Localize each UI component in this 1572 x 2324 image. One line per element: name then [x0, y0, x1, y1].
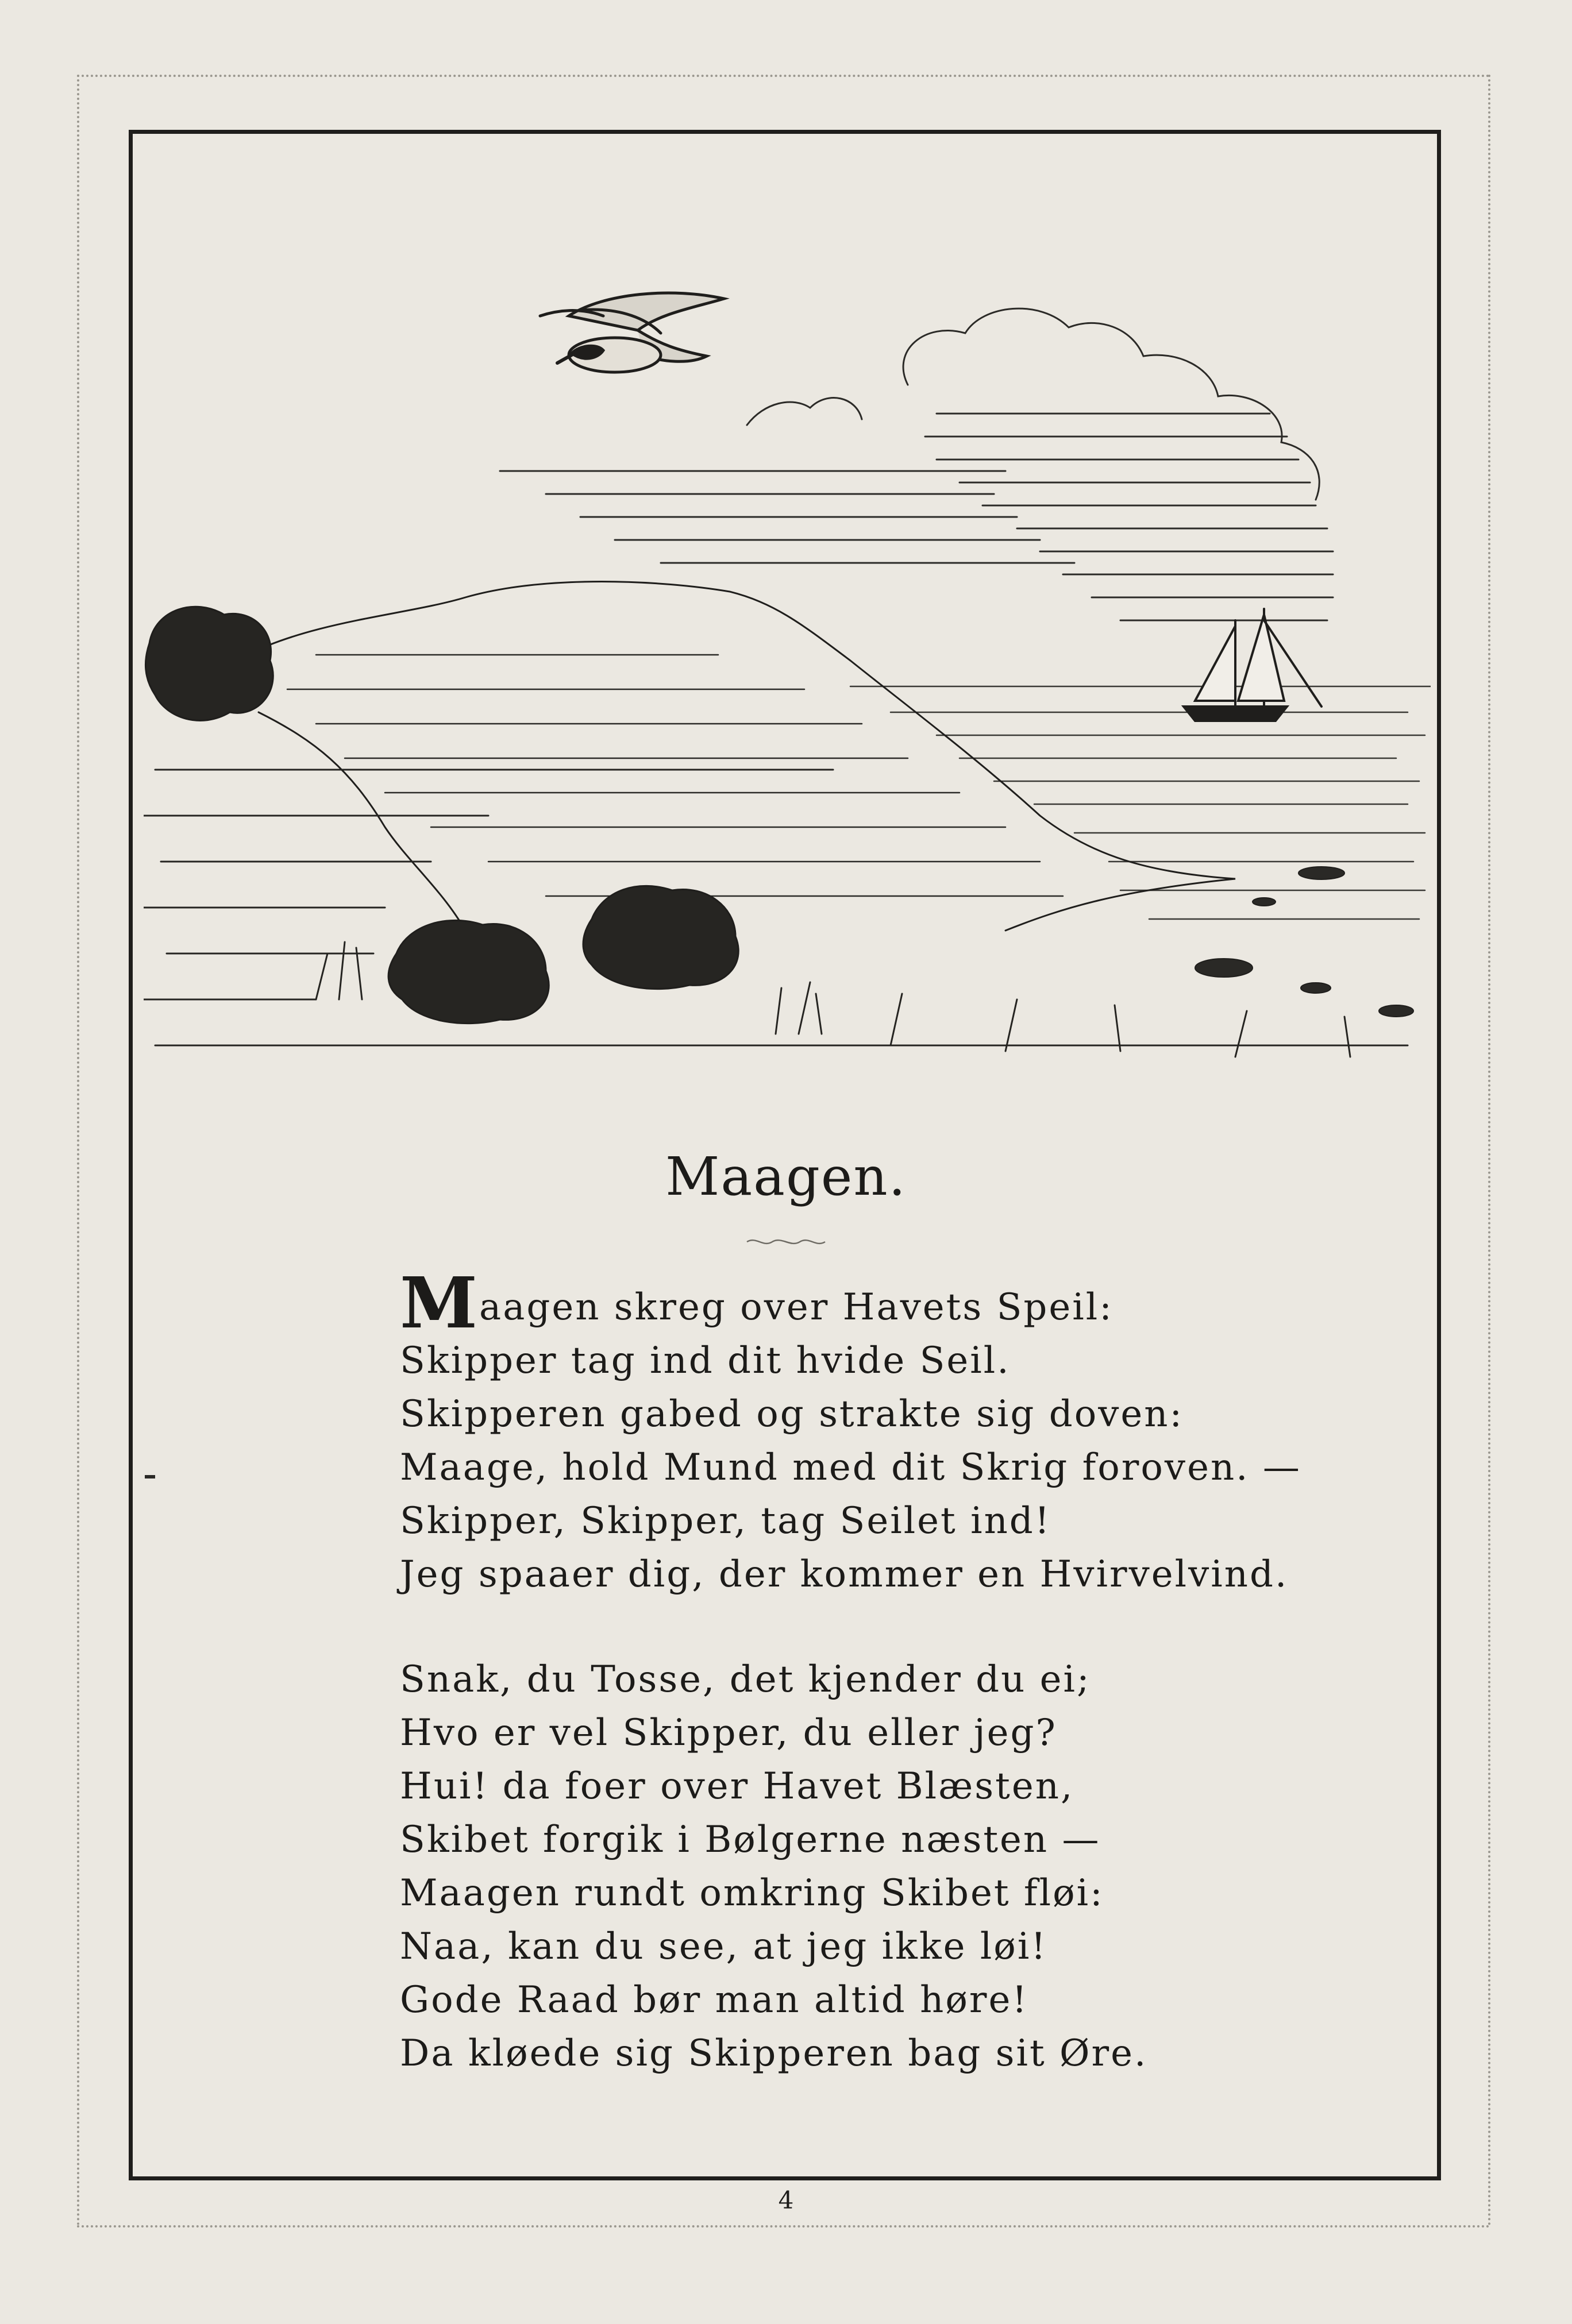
poem-line: Maagen rundt omkring Skibet fløi:: [400, 1872, 1104, 1914]
poem-title: Maagen.: [665, 1146, 907, 1207]
poem-line: Skipperen gabed og strakte sig doven:: [400, 1393, 1184, 1435]
sailing-ship-icon: [1184, 609, 1321, 721]
poem-line: Skipper, Skipper, tag Seilet ind!: [400, 1500, 1051, 1542]
coastal-engraving-illustration: [144, 253, 1431, 1080]
poem-line: Maage, hold Mund med dit Skrig foroven. —: [400, 1446, 1301, 1489]
poem-line: Hui! da foer over Havet Blæsten,: [400, 1765, 1074, 1808]
poem-line: Maagen skreg over Havets Speil:: [400, 1261, 1114, 1344]
poem-line: Da kløede sig Skipperen bag sit Øre.: [400, 2032, 1148, 2075]
title-ornament-icon: [746, 1235, 826, 1249]
poem-line: Naa, kan du see, at jeg ikke løi!: [400, 1925, 1047, 1968]
poem-line: Snak, du Tosse, det kjender du ei;: [400, 1658, 1091, 1701]
page-number: 4: [778, 2186, 794, 2214]
drop-cap: M: [400, 1261, 480, 1344]
poem-line: Hvo er vel Skipper, du eller jeg?: [400, 1712, 1057, 1754]
poem-line: Jeg spaaer dig, der kommer en Hvirvelvind.: [400, 1553, 1289, 1596]
poem-line: Skipper tag ind dit hvide Seil.: [400, 1339, 1011, 1382]
poem-line: Gode Raad bør man altid høre!: [400, 1979, 1029, 2021]
margin-mark: [145, 1475, 155, 1478]
stanza-1: [400, 1261, 1301, 1601]
poem-line: Skibet forgik i Bølgerne næsten —: [400, 1819, 1101, 1861]
stanza-2: [400, 1653, 1262, 2080]
poem-body: [400, 1261, 1301, 2132]
seagull-icon: [540, 293, 724, 372]
